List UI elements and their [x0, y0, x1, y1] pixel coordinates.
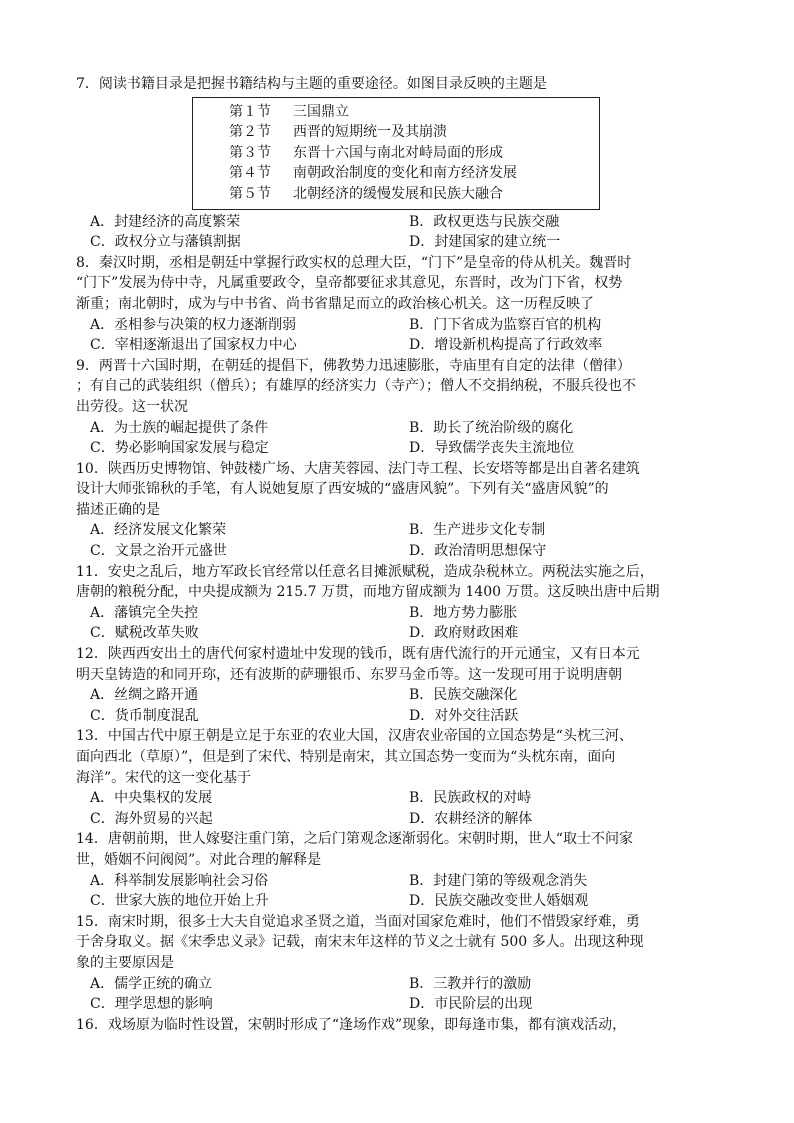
option-a: A．封建经济的高度繁荣 [90, 213, 241, 230]
option-d: D．封建国家的建立统一 [409, 234, 561, 251]
option-c: C．宰相逐渐退出了国家权力中心 [90, 337, 297, 354]
question-stem-line: 16．戏场原为临时性设置，宋朝时形成了“逢场作戏”现象，即每逢市集，都有演戏活动， [76, 1016, 627, 1033]
option-d: D．民族交融改变世人婚姻观 [409, 893, 589, 910]
question-stem-line: 出劳役。这一状况 [76, 398, 188, 415]
toc-section-title: 三国鼎立 [293, 103, 349, 120]
option-b: B．地方势力膨胀 [409, 604, 518, 621]
question-stem-line: 15．南宋时期，很多士大夫自觉追求圣贤之道，当面对国家危难时，他们不惜毁家纾难，勇 [76, 913, 640, 930]
option-b: B．封建门第的等级观念消失 [409, 872, 588, 889]
option-a: A．为士族的崛起提供了条件 [90, 419, 269, 436]
options-row [76, 315, 716, 336]
option-a: A．丞相参与决策的权力逐渐削弱 [90, 316, 297, 333]
option-b: B．三教并行的激励 [409, 975, 532, 992]
option-b: B．民族政权的对峙 [409, 790, 532, 807]
question-13 [76, 726, 716, 829]
toc-section-title: 北朝经济的缓慢发展和民族大融合 [293, 185, 503, 202]
option-d: D．对外交往活跃 [409, 707, 519, 724]
question-stem-line: 渐重；南北朝时，成为与中书省、尚书省鼎足而立的政治核心机关。这一历程反映了 [76, 295, 594, 312]
toc-section-number: 第４节 [229, 165, 271, 182]
option-d: D．市民阶层的出现 [409, 996, 533, 1013]
option-b: B．门下省成为监察百官的机构 [409, 316, 602, 333]
options-row [76, 809, 716, 830]
options-row [76, 520, 716, 541]
question-stem-line: 14．唐朝前期，世人嫁娶注重门第，之后门第观念逐渐弱化。宋朝时期，世人“取士不问家 [76, 831, 633, 848]
option-b: B．生产进步文化专制 [409, 522, 546, 539]
options-row [76, 603, 716, 624]
option-b: B．助长了统治阶级的腐化 [409, 419, 574, 436]
question-9 [76, 356, 716, 459]
toc-row [229, 143, 599, 164]
option-d: D．政治清明思想保守 [409, 543, 547, 560]
toc-section-number: 第５节 [229, 185, 271, 202]
option-a: A．中央集权的发展 [90, 790, 213, 807]
question-stem-line: 唐朝的粮税分配，中央提成额为 215.7 万贯，而地方留成额为 1400 万贯。这反映出唐中后期 [76, 584, 660, 601]
question-stem-line: 描述正确的是 [76, 501, 160, 518]
question-stem-line: 7．阅读书籍目录是把握书籍结构与主题的重要途径。如图目录反映的主题是 [76, 76, 547, 92]
option-c: C．文景之治开元盛世 [90, 543, 227, 560]
options-row [76, 974, 716, 995]
option-c: C．理学思想的影响 [90, 996, 213, 1013]
option-d: D．政府财政困难 [409, 625, 519, 642]
question-11 [76, 562, 716, 644]
question-stem-line: 9．两晋十六国时期，在朝廷的提倡下，佛教势力迅速膨胀，寺庙里有自定的法律（僧律） [76, 357, 631, 374]
question-stem-line: 于舍身取义。据《宋季忠义录》记载，南宋末年这样的节义之士就有 500 多人。出现这种现 [76, 934, 644, 951]
options-row [76, 418, 716, 439]
question-stem-line: 象的主要原因是 [76, 954, 174, 971]
option-c: C．赋税改革失败 [90, 625, 199, 642]
toc-row [229, 163, 599, 184]
question-16 [76, 1015, 716, 1036]
toc-section-title: 西晋的短期统一及其崩溃 [293, 124, 447, 141]
toc-row [229, 184, 599, 205]
options-row [76, 706, 716, 727]
options-row [76, 541, 716, 562]
toc-section-number: 第１节 [229, 103, 271, 120]
question-10 [76, 459, 716, 562]
options-row [76, 685, 716, 706]
question-stem-line: 13．中国古代中原王朝是立足于东亚的农业大国，汉唐农业帝国的立国态势是“头枕三河、 [76, 728, 633, 745]
question-stem-line: “门下”发展为侍中寺，凡属重要政令，皇帝都要征求其意见，东晋时，改为门下省，权势 [76, 275, 623, 292]
options-row [76, 335, 716, 356]
option-d: D．农耕经济的解体 [409, 810, 533, 827]
option-c: C．货币制度混乱 [90, 707, 199, 724]
question-stem-line: 面向西北（草原）”，但是到了宋代、特别是南宋，其立国态势一变而为“头枕东南，面向 [76, 749, 616, 765]
option-a: A．科举制发展影响社会习俗 [90, 872, 269, 889]
exam-page [76, 74, 716, 1035]
question-stem-line: 11．安史之乱后，地方军政长官经常以任意名目摊派赋税，造成杂税林立。两税法实施之后， [76, 563, 654, 580]
option-c: C．世家大族的地位开始上升 [90, 893, 269, 910]
options-row [76, 788, 716, 809]
question-stem-line: 10．陕西历史博物馆、钟鼓楼广场、大唐芙蓉园、法门寺工程、长安塔等都是出自著名建筑 [76, 460, 640, 477]
question-7 [76, 74, 716, 253]
question-stem-line: 8．秦汉时期，丞相是朝廷中掌握行政实权的总理大臣，“门下”是皇帝的侍从机关。魏晋时 [76, 254, 632, 271]
toc-section-title: 东晋十六国与南北对峙局面的形成 [293, 144, 503, 161]
option-a: A．藩镇完全失控 [90, 604, 199, 621]
question-stem-line: 12．陕西西安出土的唐代何家村遗址中发现的钱币，既有唐代流行的开元通宝，又有日本元 [76, 646, 640, 663]
toc-section-title: 南朝政治制度的变化和南方经济发展 [293, 165, 517, 182]
options-row [76, 871, 716, 892]
options-row [76, 232, 716, 253]
option-c: C．势必影响国家发展与稳定 [90, 440, 269, 457]
option-a: A．儒学正统的确立 [90, 975, 213, 992]
option-d: D．增设新机构提高了行政效率 [409, 337, 603, 354]
option-c: C．海外贸易的兴起 [90, 810, 213, 827]
question-12 [76, 644, 716, 726]
question-stem-line: 明天皇铸造的和同开珎，还有波斯的萨珊银币、东罗马金币等。这一发现可用于说明唐朝 [76, 666, 622, 683]
option-b: B．民族交融深化 [409, 687, 518, 704]
toc-row [229, 102, 599, 123]
question-stem-line: 海洋”。宋代的这一变化基于 [76, 769, 252, 786]
question-stem-line: 世，婚姻不问阀阅”。对此合理的解释是 [76, 851, 322, 868]
question-14 [76, 829, 716, 911]
option-b: B．政权更迭与民族交融 [409, 213, 560, 230]
options-row [76, 891, 716, 912]
question-stem-line: 设计大师张锦秋的手笔，有人说她复原了西安城的“盛唐风貌”。下列有关“盛唐风貌”的 [76, 481, 609, 498]
toc-row [229, 122, 599, 143]
option-a: A．经济发展文化繁荣 [90, 522, 227, 539]
option-a: A．丝绸之路开通 [90, 687, 199, 704]
options-row [76, 212, 716, 233]
question-8 [76, 253, 716, 356]
options-row [76, 623, 716, 644]
option-c: C．政权分立与藩镇割据 [90, 234, 241, 251]
toc-section-number: 第３节 [229, 144, 271, 161]
table-of-contents-box [192, 97, 600, 210]
toc-section-number: 第２节 [229, 124, 271, 141]
option-d: D．导致儒学丧失主流地位 [409, 440, 575, 457]
question-stem-line: ；有自己的武装组织（僧兵）；有雄厚的经济实力（寺产）；僧人不交捐纳税，不服兵役也不 [76, 378, 636, 395]
options-row [76, 994, 716, 1015]
question-15 [76, 912, 716, 1015]
options-row [76, 438, 716, 459]
